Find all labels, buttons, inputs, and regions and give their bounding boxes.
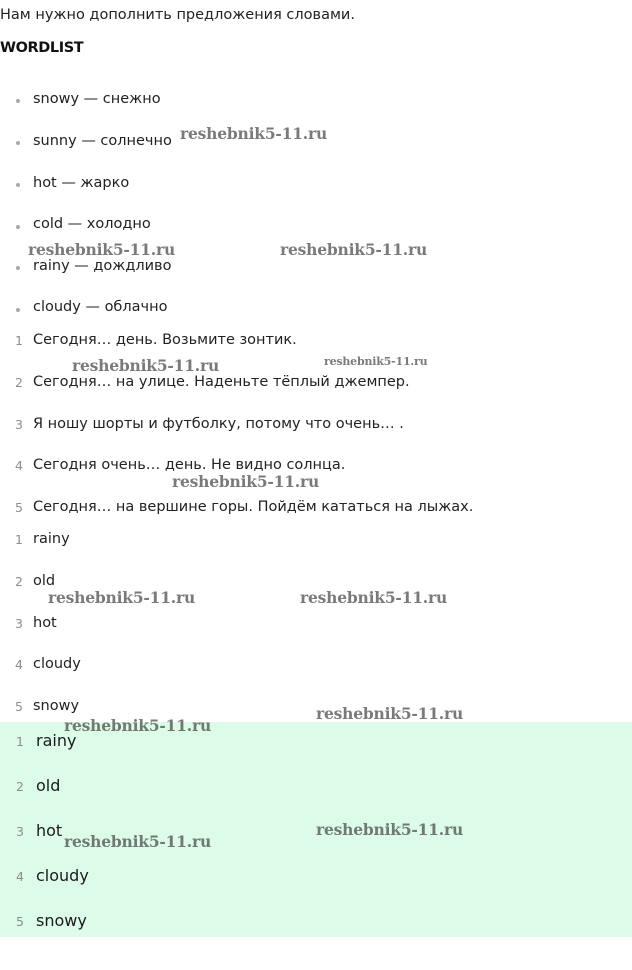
bullet-icon (16, 266, 20, 270)
wordlist-item-text: rainy — дождливо (33, 258, 172, 274)
wordlist-item-text: cold — холодно (33, 216, 151, 232)
answer-box-text: rainy (36, 731, 77, 750)
answer-text: hot (33, 615, 57, 631)
answer-box-text: hot (36, 821, 63, 840)
answer-number: 1 (15, 532, 23, 547)
wordlist-item-text: cloudy — облачно (33, 299, 168, 315)
watermark: reshebnik5-11.ru (48, 588, 196, 607)
watermark: reshebnik5-11.ru (280, 240, 428, 259)
bullet-icon (16, 225, 20, 229)
watermark: reshebnik5-11.ru (316, 820, 464, 839)
wordlist-heading: WORDLIST (0, 40, 84, 56)
watermark: reshebnik5-11.ru (172, 472, 320, 491)
wordlist-item-text: snowy — снежно (33, 91, 161, 107)
answer-number: 5 (15, 699, 23, 714)
bullet-icon (16, 183, 20, 187)
answer-box-text: old (36, 776, 61, 795)
bullet-icon (16, 99, 20, 103)
watermark: reshebnik5-11.ru (64, 832, 212, 851)
sentence-text: Сегодня… на вершине горы. Пойдём кататься на лыжах. (33, 499, 474, 515)
watermark: reshebnik5-11.ru (64, 716, 212, 735)
answer-text: cloudy (33, 656, 81, 672)
sentence-number: 1 (15, 333, 23, 348)
sentence-number: 5 (15, 500, 23, 515)
bullet-icon (16, 308, 20, 312)
wordlist-item-text: sunny — солнечно (33, 133, 172, 149)
intro-text: Нам нужно дополнить предложения словами. (0, 7, 355, 23)
watermark: reshebnik5-11.ru (72, 356, 220, 375)
answer-box-text: snowy (36, 911, 87, 930)
answer-box-number: 3 (16, 824, 24, 839)
answer-number: 3 (15, 616, 23, 631)
answer-text: rainy (33, 531, 70, 547)
watermark: reshebnik5-11.ru (316, 704, 464, 723)
answer-box-number: 5 (16, 914, 24, 929)
sentence-text: Сегодня… на улице. Наденьте тёплый джемпер. (33, 374, 410, 390)
sentence-text: Сегодня очень… день. Не видно солнца. (33, 457, 346, 473)
answer-text: old (33, 573, 56, 589)
answer-box-number: 4 (16, 869, 24, 884)
answer-text: snowy (33, 698, 80, 714)
sentence-text: Я ношу шорты и футболку, потому что очень… . (33, 416, 404, 432)
sentence-number: 2 (15, 375, 23, 390)
watermark: reshebnik5-11.ru (324, 355, 428, 368)
answer-box-text: cloudy (36, 866, 89, 885)
wordlist-item-text: hot — жарко (33, 175, 130, 191)
sentence-number: 4 (15, 458, 23, 473)
bullet-icon (16, 141, 20, 145)
sentence-text: Сегодня… день. Возьмите зонтик. (33, 332, 297, 348)
watermark: reshebnik5-11.ru (28, 240, 176, 259)
watermark: reshebnik5-11.ru (180, 124, 328, 143)
watermark: reshebnik5-11.ru (300, 588, 448, 607)
sentence-number: 3 (15, 417, 23, 432)
answer-number: 2 (15, 574, 23, 589)
answer-box-number: 2 (16, 779, 24, 794)
answer-number: 4 (15, 657, 23, 672)
answer-box-number: 1 (16, 734, 24, 749)
